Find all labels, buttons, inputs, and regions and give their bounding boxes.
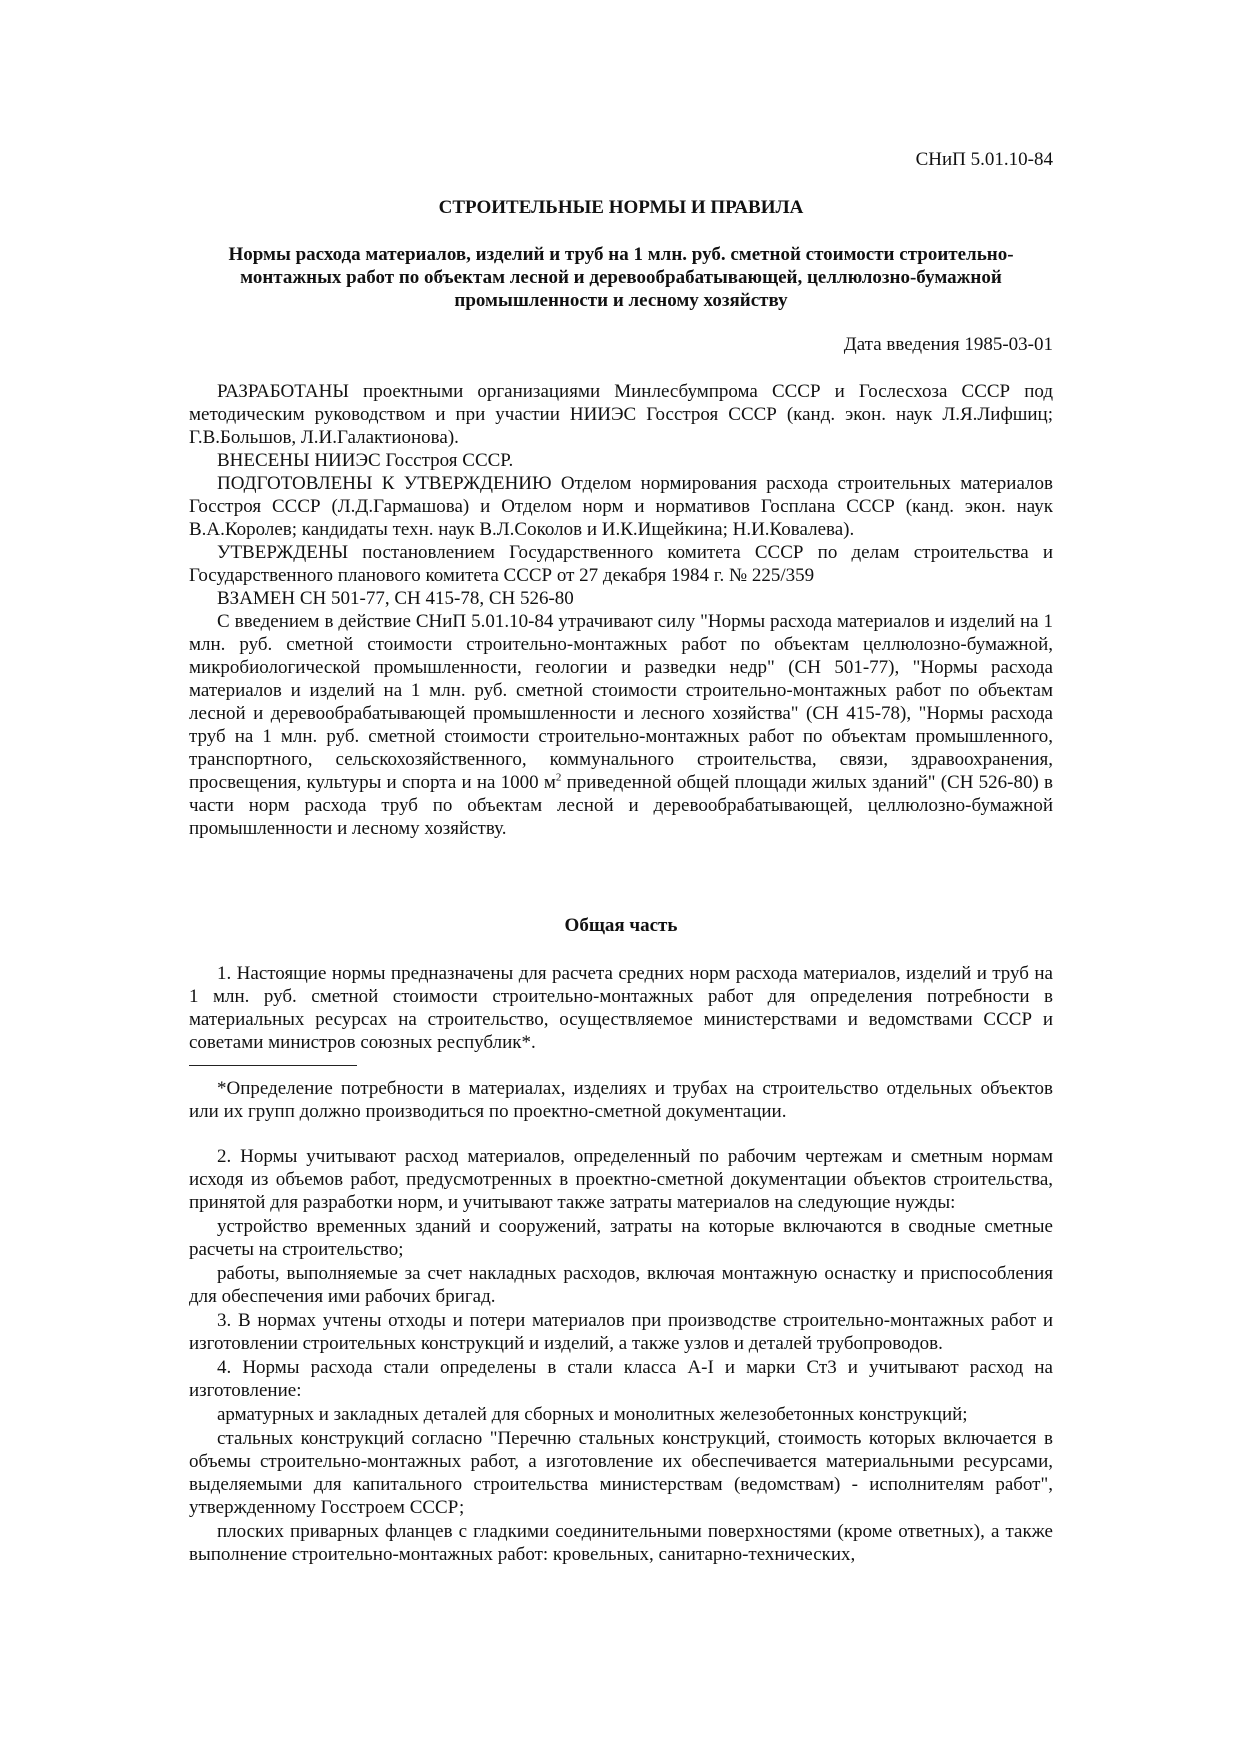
introduced-paragraph: ВНЕСЕНЫ НИИЭС Госстроя СССР.	[217, 450, 514, 471]
paragraph-4-item-3: плоских приварных фланцев с гладкими соединительными поверхностями (кроме ответных), а также выполнение строительно-монтажных работ: кровельных, санитарно-технических,	[189, 1521, 1053, 1565]
effective-date: Дата введения 1985-03-01	[843, 334, 1053, 355]
intro-text-end: приведенной общей площади жилых зданий" (СН 526-80) в части норм расхода труб по объектам лесной и деревообрабатывающей, целлюлозно-бумажной промышленности и лесному хозяйству.	[189, 772, 1053, 839]
paragraph-1: 1. Настоящие нормы предназначены для расчета средних норм расхода материалов, изделий и труб на 1 млн. руб. сметной стоимости строительно-монтажных работ для определения потребности в материальных ресурсах на строительство, осуществляемое министерствами и ведомствами СССР и советами министров союзных республик*.	[189, 963, 1053, 1053]
document-subtitle: Нормы расхода материалов, изделий и труб на 1 млн. руб. сметной стоимости строительно-монтажных работ по объектам лесной и деревообрабатывающей, целлюлозно-бумажной промышленности и лесному хозяйству	[228, 244, 1014, 311]
paragraph-1-block	[189, 962, 1053, 1054]
preamble	[189, 380, 1053, 840]
paragraph-2-item-2: работы, выполняемые за счет накладных расходов, включая монтажную оснастку и приспособления для обеспечения ими рабочих бригад.	[189, 1263, 1053, 1307]
paragraph-4-item-2: стальных конструкций согласно "Перечню стальных конструкций, стоимость которых включается в объемы строительно-монтажных работ, а изготовление их обеспечивается материальными ресурсами, выделяемыми для капитального строительства министерствам (ведомствам) - исполнителям работ", утвержденному Госстроем СССР;	[189, 1428, 1053, 1518]
replaces-paragraph: ВЗАМЕН СН 501-77, СН 415-78, СН 526-80	[217, 588, 574, 609]
section-heading: Общая часть	[564, 915, 678, 936]
paragraph-4: 4. Нормы расхода стали определены в стали класса А-I и марки Ст3 и учитывают расход на изготовление:	[189, 1357, 1053, 1401]
prepared-paragraph: ПОДГОТОВЛЕНЫ К УТВЕРЖДЕНИЮ Отделом нормирования расхода строительных материалов Госстроя СССР (Л.Д.Гармашова) и Отделом норм и нормативов Госплана СССР (канд. экон. наук В.А.Королев; кандидаты техн. наук В.Л.Соколов и И.К.Ищейкина; Н.И.Ковалева).	[189, 473, 1053, 540]
paragraph-2: 2. Нормы учитывают расход материалов, определенный по рабочим чертежам и сметным нормам исходя из объемов работ, предусмотренных в проектно-сметной документации объектов строительства, принятой для разработки норм, и учитывают также затраты материалов на следующие нужды:	[189, 1146, 1053, 1213]
footnote-text: *Определение потребности в материалах, изделиях и трубах на строительство отдельных объектов или их групп должно производиться по проектно-сметной документации.	[189, 1078, 1053, 1122]
intro-text-start: С введением в действие СНиП 5.01.10-84 утрачивают силу "Нормы расхода материалов и изделий на 1 млн. руб. сметной стоимости строительно-монтажных работ по объектам целлюлозно-бумажной, микробиологической промышленности, геологии и разведки недр" (СН 501-77), "Нормы расхода материалов и изделий на 1 млн. руб. сметной стоимости строительно-монтажных работ по объектам лесной и деревообрабатывающей промышленности и лесного хозяйства" (СН 415-78), "Нормы расхода труб на 1 млн. руб. сметной стоимости строительно-монтажных работ по объектам промышленного, транспортного, сельскохозяйственного, коммунального строительства, связи, здравоохранения, просвещения, культуры и спорта и на 1000 м	[189, 611, 1053, 793]
document-title: СТРОИТЕЛЬНЫЕ НОРМЫ И ПРАВИЛА	[438, 197, 804, 218]
superscript: 2	[555, 771, 562, 784]
general-provisions	[189, 1145, 1053, 1566]
paragraph-3: 3. В нормах учтены отходы и потери материалов при производстве строительно-монтажных работ и изготовлении строительных конструкций и изделий, а также узлов и деталей трубопроводов.	[189, 1310, 1053, 1354]
footnote	[189, 1077, 1053, 1123]
intro-paragraph	[189, 610, 1053, 840]
footnote-divider	[189, 1065, 357, 1066]
approved-paragraph: УТВЕРЖДЕНЫ постановлением Государственного комитета СССР по делам строительства и Государственного планового комитета СССР от 27 декабря 1984 г. № 225/359	[189, 542, 1053, 586]
document-code: СНиП 5.01.10-84	[915, 149, 1053, 170]
paragraph-2-item-1: устройство временных зданий и сооружений, затраты на которые включаются в сводные сметные расчеты на строительство;	[189, 1216, 1053, 1260]
developed-paragraph: РАЗРАБОТАНЫ проектными организациями Минлесбумпрома СССР и Гослесхоза СССР под методическим руководством и при участии НИИЭС Госстроя СССР (канд. экон. наук Л.Я.Лифшиц; Г.В.Большов, Л.И.Галактионова).	[189, 381, 1053, 448]
paragraph-4-item-1: арматурных и закладных деталей для сборных и монолитных железобетонных конструкций;	[217, 1404, 968, 1425]
